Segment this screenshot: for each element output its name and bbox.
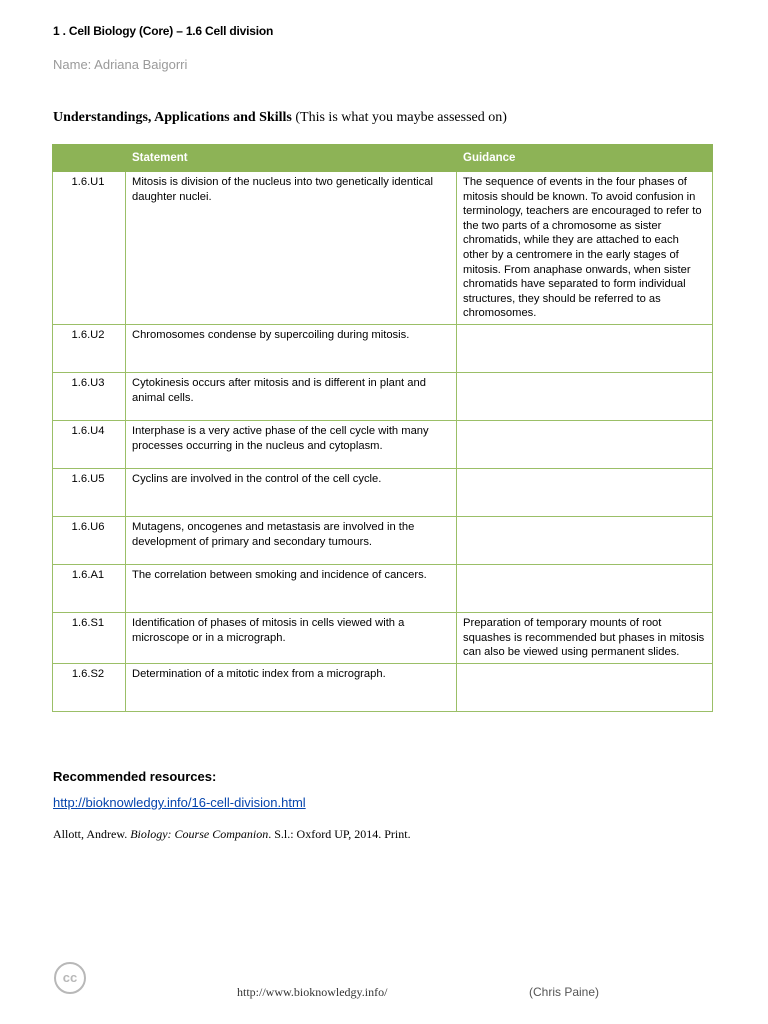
citation-title: Biology: Course Companion bbox=[130, 827, 269, 841]
row-statement: The correlation between smoking and incidence of cancers. bbox=[126, 564, 457, 612]
column-header-code bbox=[53, 145, 126, 172]
section-heading bbox=[53, 110, 507, 126]
page-title: 1 . Cell Biology (Core) – 1.6 Cell division bbox=[53, 24, 274, 38]
table-row bbox=[53, 663, 713, 711]
column-header-statement: Statement bbox=[126, 145, 457, 172]
section-heading-bold: Understandings, Applications and Skills bbox=[53, 110, 292, 125]
resource-link[interactable]: http://bioknowledgy.info/16-cell-division.html bbox=[53, 795, 306, 810]
row-guidance: The sequence of events in the four phases of mitosis should be known. To avoid confusion in terminology, teachers are encouraged to refer to the two parts of a chromosome as sister chromatids, while they are attached to each other by a centromere in the early stages of mitosis. From anaphase onwards, when sister chromatids have separated to form individual structures, they should be referred to as chromosomes. bbox=[457, 172, 713, 325]
row-code: 1.6.U3 bbox=[53, 372, 126, 420]
row-code: 1.6.A1 bbox=[53, 564, 126, 612]
column-header-guidance: Guidance bbox=[457, 145, 713, 172]
row-code: 1.6.U4 bbox=[53, 420, 126, 468]
outcomes-table bbox=[52, 144, 713, 712]
row-statement: Determination of a mitotic index from a micrograph. bbox=[126, 663, 457, 711]
row-guidance: Preparation of temporary mounts of root squashes is recommended but phases in mitosis can also be viewed using permanent slides. bbox=[457, 612, 713, 663]
table-row bbox=[53, 372, 713, 420]
row-statement: Identification of phases of mitosis in cells viewed with a microscope or in a micrograph. bbox=[126, 612, 457, 663]
row-code: 1.6.S2 bbox=[53, 663, 126, 711]
citation-rest: . S.l.: Oxford UP, 2014. Print. bbox=[268, 827, 411, 841]
row-code: 1.6.U1 bbox=[53, 172, 126, 325]
resources-heading: Recommended resources: bbox=[53, 769, 217, 784]
row-code: 1.6.U2 bbox=[53, 324, 126, 372]
row-guidance bbox=[457, 372, 713, 420]
row-statement: Chromosomes condense by supercoiling during mitosis. bbox=[126, 324, 457, 372]
row-statement: Cyclins are involved in the control of the cell cycle. bbox=[126, 468, 457, 516]
row-statement: Interphase is a very active phase of the cell cycle with many processes occurring in the nucleus and cytoplasm. bbox=[126, 420, 457, 468]
table-header-row bbox=[53, 145, 713, 172]
row-guidance bbox=[457, 468, 713, 516]
row-statement: Mutagens, oncogenes and metastasis are involved in the development of primary and secondary tumours. bbox=[126, 516, 457, 564]
table-row bbox=[53, 420, 713, 468]
row-code: 1.6.U6 bbox=[53, 516, 126, 564]
table-row bbox=[53, 564, 713, 612]
row-guidance bbox=[457, 564, 713, 612]
row-statement: Cytokinesis occurs after mitosis and is different in plant and animal cells. bbox=[126, 372, 457, 420]
section-heading-note: (This is what you maybe assessed on) bbox=[291, 110, 507, 125]
row-code: 1.6.S1 bbox=[53, 612, 126, 663]
table-row bbox=[53, 516, 713, 564]
table-row bbox=[53, 612, 713, 663]
citation bbox=[53, 827, 411, 842]
student-name: Name: Adriana Baigorri bbox=[53, 57, 188, 72]
creative-commons-icon: cc bbox=[54, 962, 86, 994]
row-guidance bbox=[457, 663, 713, 711]
table-row bbox=[53, 324, 713, 372]
row-guidance bbox=[457, 516, 713, 564]
table-row bbox=[53, 172, 713, 325]
footer-author: (Chris Paine) bbox=[529, 985, 600, 999]
footer-url: http://www.bioknowledgy.info/ bbox=[237, 985, 388, 999]
citation-author: Allott, Andrew. bbox=[53, 827, 131, 841]
table-row bbox=[53, 468, 713, 516]
row-statement: Mitosis is division of the nucleus into two genetically identical daughter nuclei. bbox=[126, 172, 457, 325]
row-guidance bbox=[457, 420, 713, 468]
row-code: 1.6.U5 bbox=[53, 468, 126, 516]
row-guidance bbox=[457, 324, 713, 372]
